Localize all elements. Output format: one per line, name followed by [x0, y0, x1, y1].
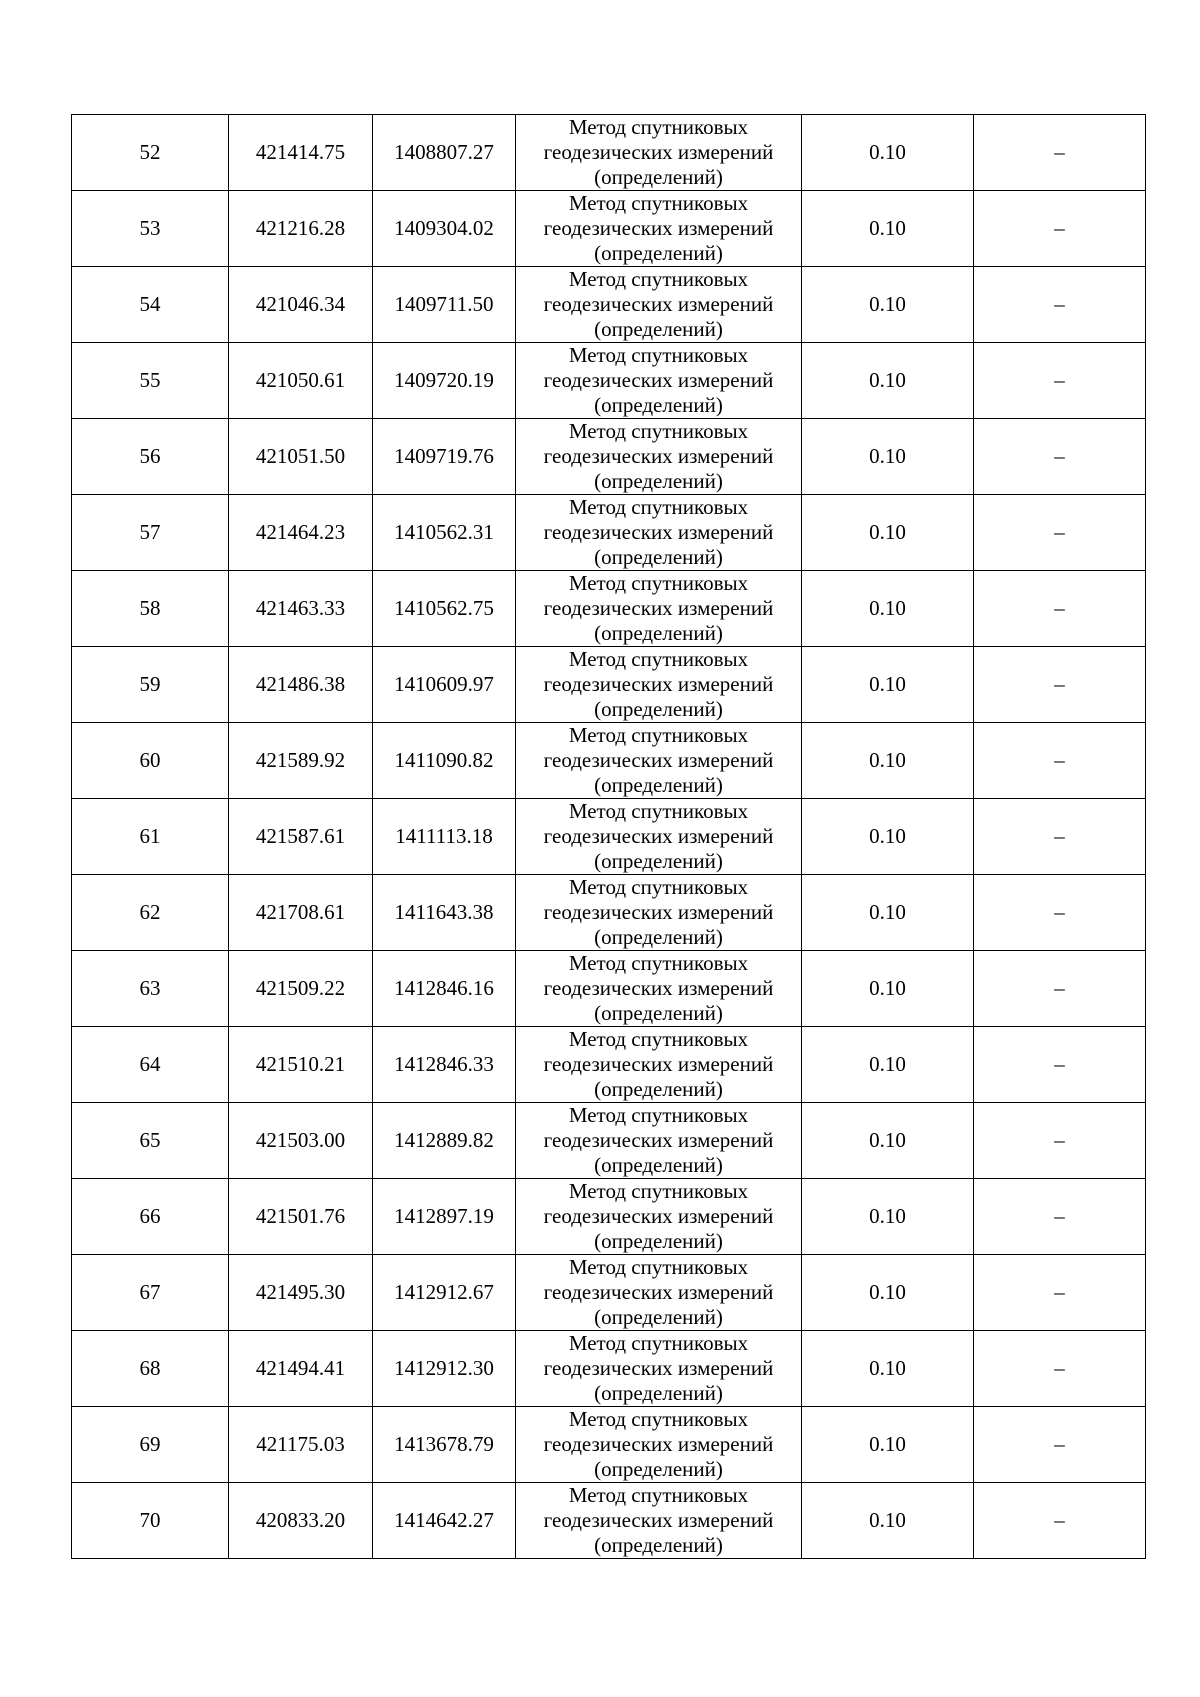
y-coordinate-cell: 1409719.76 — [373, 419, 516, 495]
accuracy-cell: 0.10 — [802, 875, 974, 951]
table-row — [72, 647, 1146, 723]
x-coordinate-cell: 421494.41 — [229, 1331, 373, 1407]
x-coordinate-cell: 421486.38 — [229, 647, 373, 723]
method-line: геодезических измерений — [543, 900, 774, 924]
y-coordinate-cell: 1411643.38 — [373, 875, 516, 951]
note-cell: – — [974, 191, 1146, 267]
accuracy-cell: 0.10 — [802, 1179, 974, 1255]
table-row — [72, 343, 1146, 419]
y-coordinate-cell: 1412912.67 — [373, 1255, 516, 1331]
point-number-cell: 55 — [72, 343, 229, 419]
table-row — [72, 799, 1146, 875]
method-line: Метод спутниковых — [568, 1255, 749, 1279]
method-cell — [516, 571, 802, 647]
method-line: Метод спутниковых — [568, 723, 749, 747]
method-line: геодезических измерений — [543, 444, 774, 468]
method-line: Метод спутниковых — [568, 115, 749, 139]
method-line: геодезических измерений — [543, 292, 774, 316]
table-row — [72, 1483, 1146, 1559]
accuracy-cell: 0.10 — [802, 951, 974, 1027]
point-number-cell: 52 — [72, 115, 229, 191]
table-row — [72, 1255, 1146, 1331]
method-line: Метод спутниковых — [568, 875, 749, 899]
point-number-cell: 59 — [72, 647, 229, 723]
x-coordinate-cell: 421216.28 — [229, 191, 373, 267]
x-coordinate-cell: 421463.33 — [229, 571, 373, 647]
note-cell: – — [974, 1103, 1146, 1179]
point-number-cell: 67 — [72, 1255, 229, 1331]
note-cell: – — [974, 1483, 1146, 1559]
method-line: (определений) — [594, 165, 723, 189]
y-coordinate-cell: 1412846.16 — [373, 951, 516, 1027]
x-coordinate-cell: 421414.75 — [229, 115, 373, 191]
note-cell: – — [974, 1179, 1146, 1255]
y-coordinate-cell: 1409720.19 — [373, 343, 516, 419]
method-cell — [516, 115, 802, 191]
note-cell: – — [974, 419, 1146, 495]
method-line: геодезических измерений — [543, 1356, 774, 1380]
note-cell: – — [974, 343, 1146, 419]
y-coordinate-cell: 1409304.02 — [373, 191, 516, 267]
method-line: Метод спутниковых — [568, 1331, 749, 1355]
method-line: Метод спутниковых — [568, 647, 749, 671]
table-row — [72, 1179, 1146, 1255]
method-line: Метод спутниковых — [568, 1103, 749, 1127]
accuracy-cell: 0.10 — [802, 571, 974, 647]
method-line: (определений) — [594, 773, 723, 797]
table-row — [72, 1027, 1146, 1103]
method-line: геодезических измерений — [543, 1280, 774, 1304]
point-number-cell: 57 — [72, 495, 229, 571]
table-row — [72, 115, 1146, 191]
y-coordinate-cell: 1412912.30 — [373, 1331, 516, 1407]
x-coordinate-cell: 421503.00 — [229, 1103, 373, 1179]
y-coordinate-cell: 1410562.31 — [373, 495, 516, 571]
accuracy-cell: 0.10 — [802, 1331, 974, 1407]
method-line: геодезических измерений — [543, 216, 774, 240]
method-line: геодезических измерений — [543, 520, 774, 544]
method-line: Метод спутниковых — [568, 267, 749, 291]
method-cell — [516, 723, 802, 799]
method-cell — [516, 1027, 802, 1103]
x-coordinate-cell: 421708.61 — [229, 875, 373, 951]
note-cell: – — [974, 115, 1146, 191]
table-row — [72, 495, 1146, 571]
accuracy-cell: 0.10 — [802, 191, 974, 267]
method-line: геодезических измерений — [543, 672, 774, 696]
method-line: геодезических измерений — [543, 976, 774, 1000]
accuracy-cell: 0.10 — [802, 1027, 974, 1103]
method-cell — [516, 951, 802, 1027]
method-line: (определений) — [594, 1153, 723, 1177]
method-cell — [516, 1483, 802, 1559]
method-line: (определений) — [594, 1457, 723, 1481]
point-number-cell: 64 — [72, 1027, 229, 1103]
accuracy-cell: 0.10 — [802, 1483, 974, 1559]
method-cell — [516, 875, 802, 951]
coordinates-table-body — [72, 115, 1146, 1559]
method-line: геодезических измерений — [543, 1052, 774, 1076]
point-number-cell: 69 — [72, 1407, 229, 1483]
method-line: (определений) — [594, 317, 723, 341]
method-line: Метод спутниковых — [568, 343, 749, 367]
accuracy-cell: 0.10 — [802, 495, 974, 571]
method-line: геодезических измерений — [543, 1432, 774, 1456]
method-line: Метод спутниковых — [568, 495, 749, 519]
method-line: (определений) — [594, 1305, 723, 1329]
note-cell: – — [974, 267, 1146, 343]
y-coordinate-cell: 1410562.75 — [373, 571, 516, 647]
method-line: Метод спутниковых — [568, 1407, 749, 1431]
table-row — [72, 951, 1146, 1027]
coordinates-table — [71, 114, 1146, 1559]
method-cell — [516, 419, 802, 495]
x-coordinate-cell: 421509.22 — [229, 951, 373, 1027]
method-line: геодезических измерений — [543, 596, 774, 620]
accuracy-cell: 0.10 — [802, 799, 974, 875]
point-number-cell: 60 — [72, 723, 229, 799]
accuracy-cell: 0.10 — [802, 1103, 974, 1179]
note-cell: – — [974, 1331, 1146, 1407]
method-cell — [516, 1255, 802, 1331]
y-coordinate-cell: 1408807.27 — [373, 115, 516, 191]
y-coordinate-cell: 1410609.97 — [373, 647, 516, 723]
method-cell — [516, 267, 802, 343]
y-coordinate-cell: 1413678.79 — [373, 1407, 516, 1483]
method-line: Метод спутниковых — [568, 951, 749, 975]
y-coordinate-cell: 1412846.33 — [373, 1027, 516, 1103]
point-number-cell: 54 — [72, 267, 229, 343]
table-row — [72, 267, 1146, 343]
x-coordinate-cell: 421589.92 — [229, 723, 373, 799]
method-line: (определений) — [594, 241, 723, 265]
note-cell: – — [974, 1407, 1146, 1483]
method-cell — [516, 1103, 802, 1179]
table-row — [72, 1331, 1146, 1407]
table-row — [72, 191, 1146, 267]
table-row — [72, 1407, 1146, 1483]
method-line: (определений) — [594, 1229, 723, 1253]
method-line: (определений) — [594, 469, 723, 493]
table-row — [72, 1103, 1146, 1179]
accuracy-cell: 0.10 — [802, 267, 974, 343]
point-number-cell: 53 — [72, 191, 229, 267]
x-coordinate-cell: 421051.50 — [229, 419, 373, 495]
table-row — [72, 419, 1146, 495]
point-number-cell: 62 — [72, 875, 229, 951]
accuracy-cell: 0.10 — [802, 115, 974, 191]
point-number-cell: 65 — [72, 1103, 229, 1179]
note-cell: – — [974, 951, 1146, 1027]
point-number-cell: 58 — [72, 571, 229, 647]
method-line: геодезических измерений — [543, 140, 774, 164]
method-cell — [516, 1179, 802, 1255]
method-line: (определений) — [594, 697, 723, 721]
method-line: геодезических измерений — [543, 824, 774, 848]
method-line: Метод спутниковых — [568, 419, 749, 443]
method-line: Метод спутниковых — [568, 1483, 749, 1507]
accuracy-cell: 0.10 — [802, 343, 974, 419]
point-number-cell: 61 — [72, 799, 229, 875]
point-number-cell: 68 — [72, 1331, 229, 1407]
note-cell: – — [974, 723, 1146, 799]
method-line: (определений) — [594, 1077, 723, 1101]
accuracy-cell: 0.10 — [802, 1255, 974, 1331]
point-number-cell: 70 — [72, 1483, 229, 1559]
y-coordinate-cell: 1409711.50 — [373, 267, 516, 343]
note-cell: – — [974, 571, 1146, 647]
point-number-cell: 56 — [72, 419, 229, 495]
method-line: (определений) — [594, 621, 723, 645]
accuracy-cell: 0.10 — [802, 419, 974, 495]
method-line: геодезических измерений — [543, 1204, 774, 1228]
y-coordinate-cell: 1411090.82 — [373, 723, 516, 799]
method-cell — [516, 191, 802, 267]
table-row — [72, 571, 1146, 647]
method-cell — [516, 799, 802, 875]
note-cell: – — [974, 1027, 1146, 1103]
method-cell — [516, 647, 802, 723]
table-row — [72, 723, 1146, 799]
method-cell — [516, 495, 802, 571]
x-coordinate-cell: 421046.34 — [229, 267, 373, 343]
method-line: Метод спутниковых — [568, 571, 749, 595]
x-coordinate-cell: 421495.30 — [229, 1255, 373, 1331]
x-coordinate-cell: 421175.03 — [229, 1407, 373, 1483]
method-line: Метод спутниковых — [568, 1179, 749, 1203]
y-coordinate-cell: 1414642.27 — [373, 1483, 516, 1559]
method-line: (определений) — [594, 849, 723, 873]
point-number-cell: 66 — [72, 1179, 229, 1255]
x-coordinate-cell: 421050.61 — [229, 343, 373, 419]
note-cell: – — [974, 799, 1146, 875]
note-cell: – — [974, 875, 1146, 951]
method-line: (определений) — [594, 393, 723, 417]
method-line: (определений) — [594, 545, 723, 569]
x-coordinate-cell: 421464.23 — [229, 495, 373, 571]
method-line: Метод спутниковых — [568, 1027, 749, 1051]
method-line: геодезических измерений — [543, 368, 774, 392]
note-cell: – — [974, 1255, 1146, 1331]
x-coordinate-cell: 420833.20 — [229, 1483, 373, 1559]
y-coordinate-cell: 1412897.19 — [373, 1179, 516, 1255]
y-coordinate-cell: 1412889.82 — [373, 1103, 516, 1179]
method-cell — [516, 1331, 802, 1407]
method-line: Метод спутниковых — [568, 799, 749, 823]
method-line: Метод спутниковых — [568, 191, 749, 215]
method-line: (определений) — [594, 1533, 723, 1557]
accuracy-cell: 0.10 — [802, 1407, 974, 1483]
method-line: геодезических измерений — [543, 1508, 774, 1532]
note-cell: – — [974, 647, 1146, 723]
method-line: (определений) — [594, 1001, 723, 1025]
accuracy-cell: 0.10 — [802, 647, 974, 723]
x-coordinate-cell: 421587.61 — [229, 799, 373, 875]
x-coordinate-cell: 421510.21 — [229, 1027, 373, 1103]
method-line: (определений) — [594, 1381, 723, 1405]
method-cell — [516, 343, 802, 419]
x-coordinate-cell: 421501.76 — [229, 1179, 373, 1255]
y-coordinate-cell: 1411113.18 — [373, 799, 516, 875]
note-cell: – — [974, 495, 1146, 571]
method-line: геодезических измерений — [543, 748, 774, 772]
method-cell — [516, 1407, 802, 1483]
accuracy-cell: 0.10 — [802, 723, 974, 799]
point-number-cell: 63 — [72, 951, 229, 1027]
table-row — [72, 875, 1146, 951]
method-line: геодезических измерений — [543, 1128, 774, 1152]
method-line: (определений) — [594, 925, 723, 949]
